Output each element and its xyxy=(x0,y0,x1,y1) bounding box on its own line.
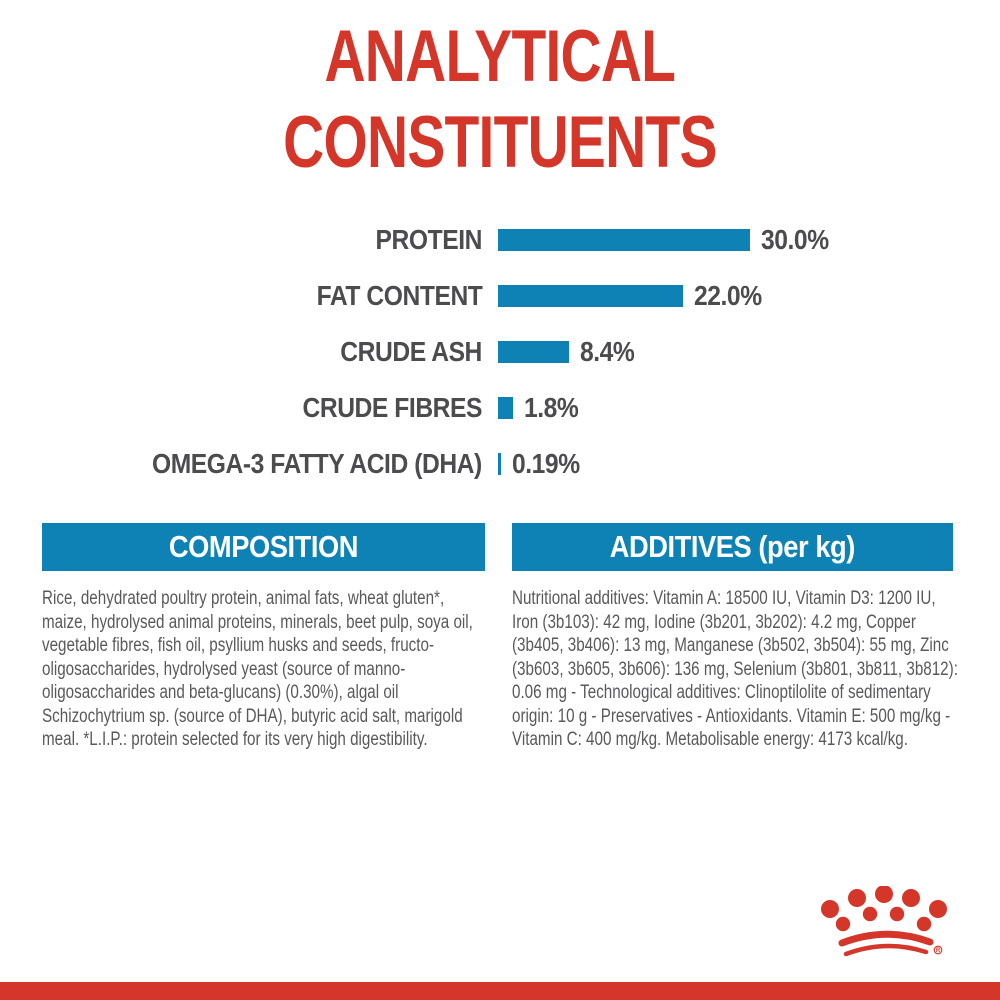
bar-value: 30.0% xyxy=(761,224,829,255)
bar xyxy=(498,397,513,419)
additives-header-label: ADDITIVES (per kg) xyxy=(609,529,856,564)
footer-red-bar xyxy=(0,982,1000,1000)
bar-label: CRUDE ASH xyxy=(340,336,482,367)
bar-label: CRUDE FIBRES xyxy=(302,392,482,423)
chart-row xyxy=(0,380,1000,436)
crown-pearls xyxy=(821,886,947,931)
bar xyxy=(498,453,501,475)
chart-row xyxy=(0,268,1000,324)
bar-label: PROTEIN xyxy=(375,224,482,255)
bar-label: OMEGA-3 FATTY ACID (DHA) xyxy=(152,448,482,479)
analytical-constituents-chart xyxy=(0,212,1000,492)
bar-value: 1.8% xyxy=(524,392,579,423)
bar-value: 8.4% xyxy=(580,336,635,367)
registered-mark: R xyxy=(935,948,941,955)
additives-text: Nutritional additives: Vitamin A: 18500 IU, Vitamin D3: 1200 IU, Iron (3b103): 42 mg, Iodine (3b201, 3b202): 4.2 mg, Copper (3b405, 3b406): 13 mg, Manganese (3b502, 3b504): 55 mg, Zinc (3b603, 3b605, 3b606): 136 mg, Selenium (3b801, 3b811, 3b812): 0.06 mg - Technological additives: Clinoptilolite of sedimentary origin: 10 g - Preservatives - Antioxidants. Vitamin E: 500 mg/kg - Vitamin C: 400 mg/kg. Metabolisable energy: 4173 kcal/kg. xyxy=(512,588,958,750)
crown-arc-upper xyxy=(842,934,930,943)
chart-row xyxy=(0,324,1000,380)
bar xyxy=(498,285,683,307)
additives-header xyxy=(512,523,953,571)
composition-header-label: COMPOSITION xyxy=(168,529,359,564)
royal-canin-crown-logo xyxy=(820,886,952,960)
chart-row xyxy=(0,212,1000,268)
crown-arc-lower xyxy=(846,946,926,954)
title-line-1: ANALYTICAL xyxy=(324,16,676,97)
page-title xyxy=(0,14,1000,186)
composition-header xyxy=(42,523,485,571)
title-line-2: CONSTITUENTS xyxy=(283,102,717,183)
bar-value: 22.0% xyxy=(694,280,762,311)
bar-value: 0.19% xyxy=(512,448,580,479)
bar-label: FAT CONTENT xyxy=(316,280,482,311)
bar xyxy=(498,341,569,363)
bar xyxy=(498,229,750,251)
chart-row xyxy=(0,436,1000,492)
composition-text: Rice, dehydrated poultry protein, animal fats, wheat gluten*, maize, hydrolysed animal proteins, minerals, beet pulp, soya oil, vegetable fibres, fish oil, psyllium husks and seeds, fructo-oligosaccharides, hydrolysed yeast (source of manno-oligosaccharides and beta-glucans) (0.30%), algal oil Schizochytrium sp. (source of DHA), butyric acid salt, marigold meal. *L.I.P.: protein selected for its very high digestibility. xyxy=(42,588,473,750)
